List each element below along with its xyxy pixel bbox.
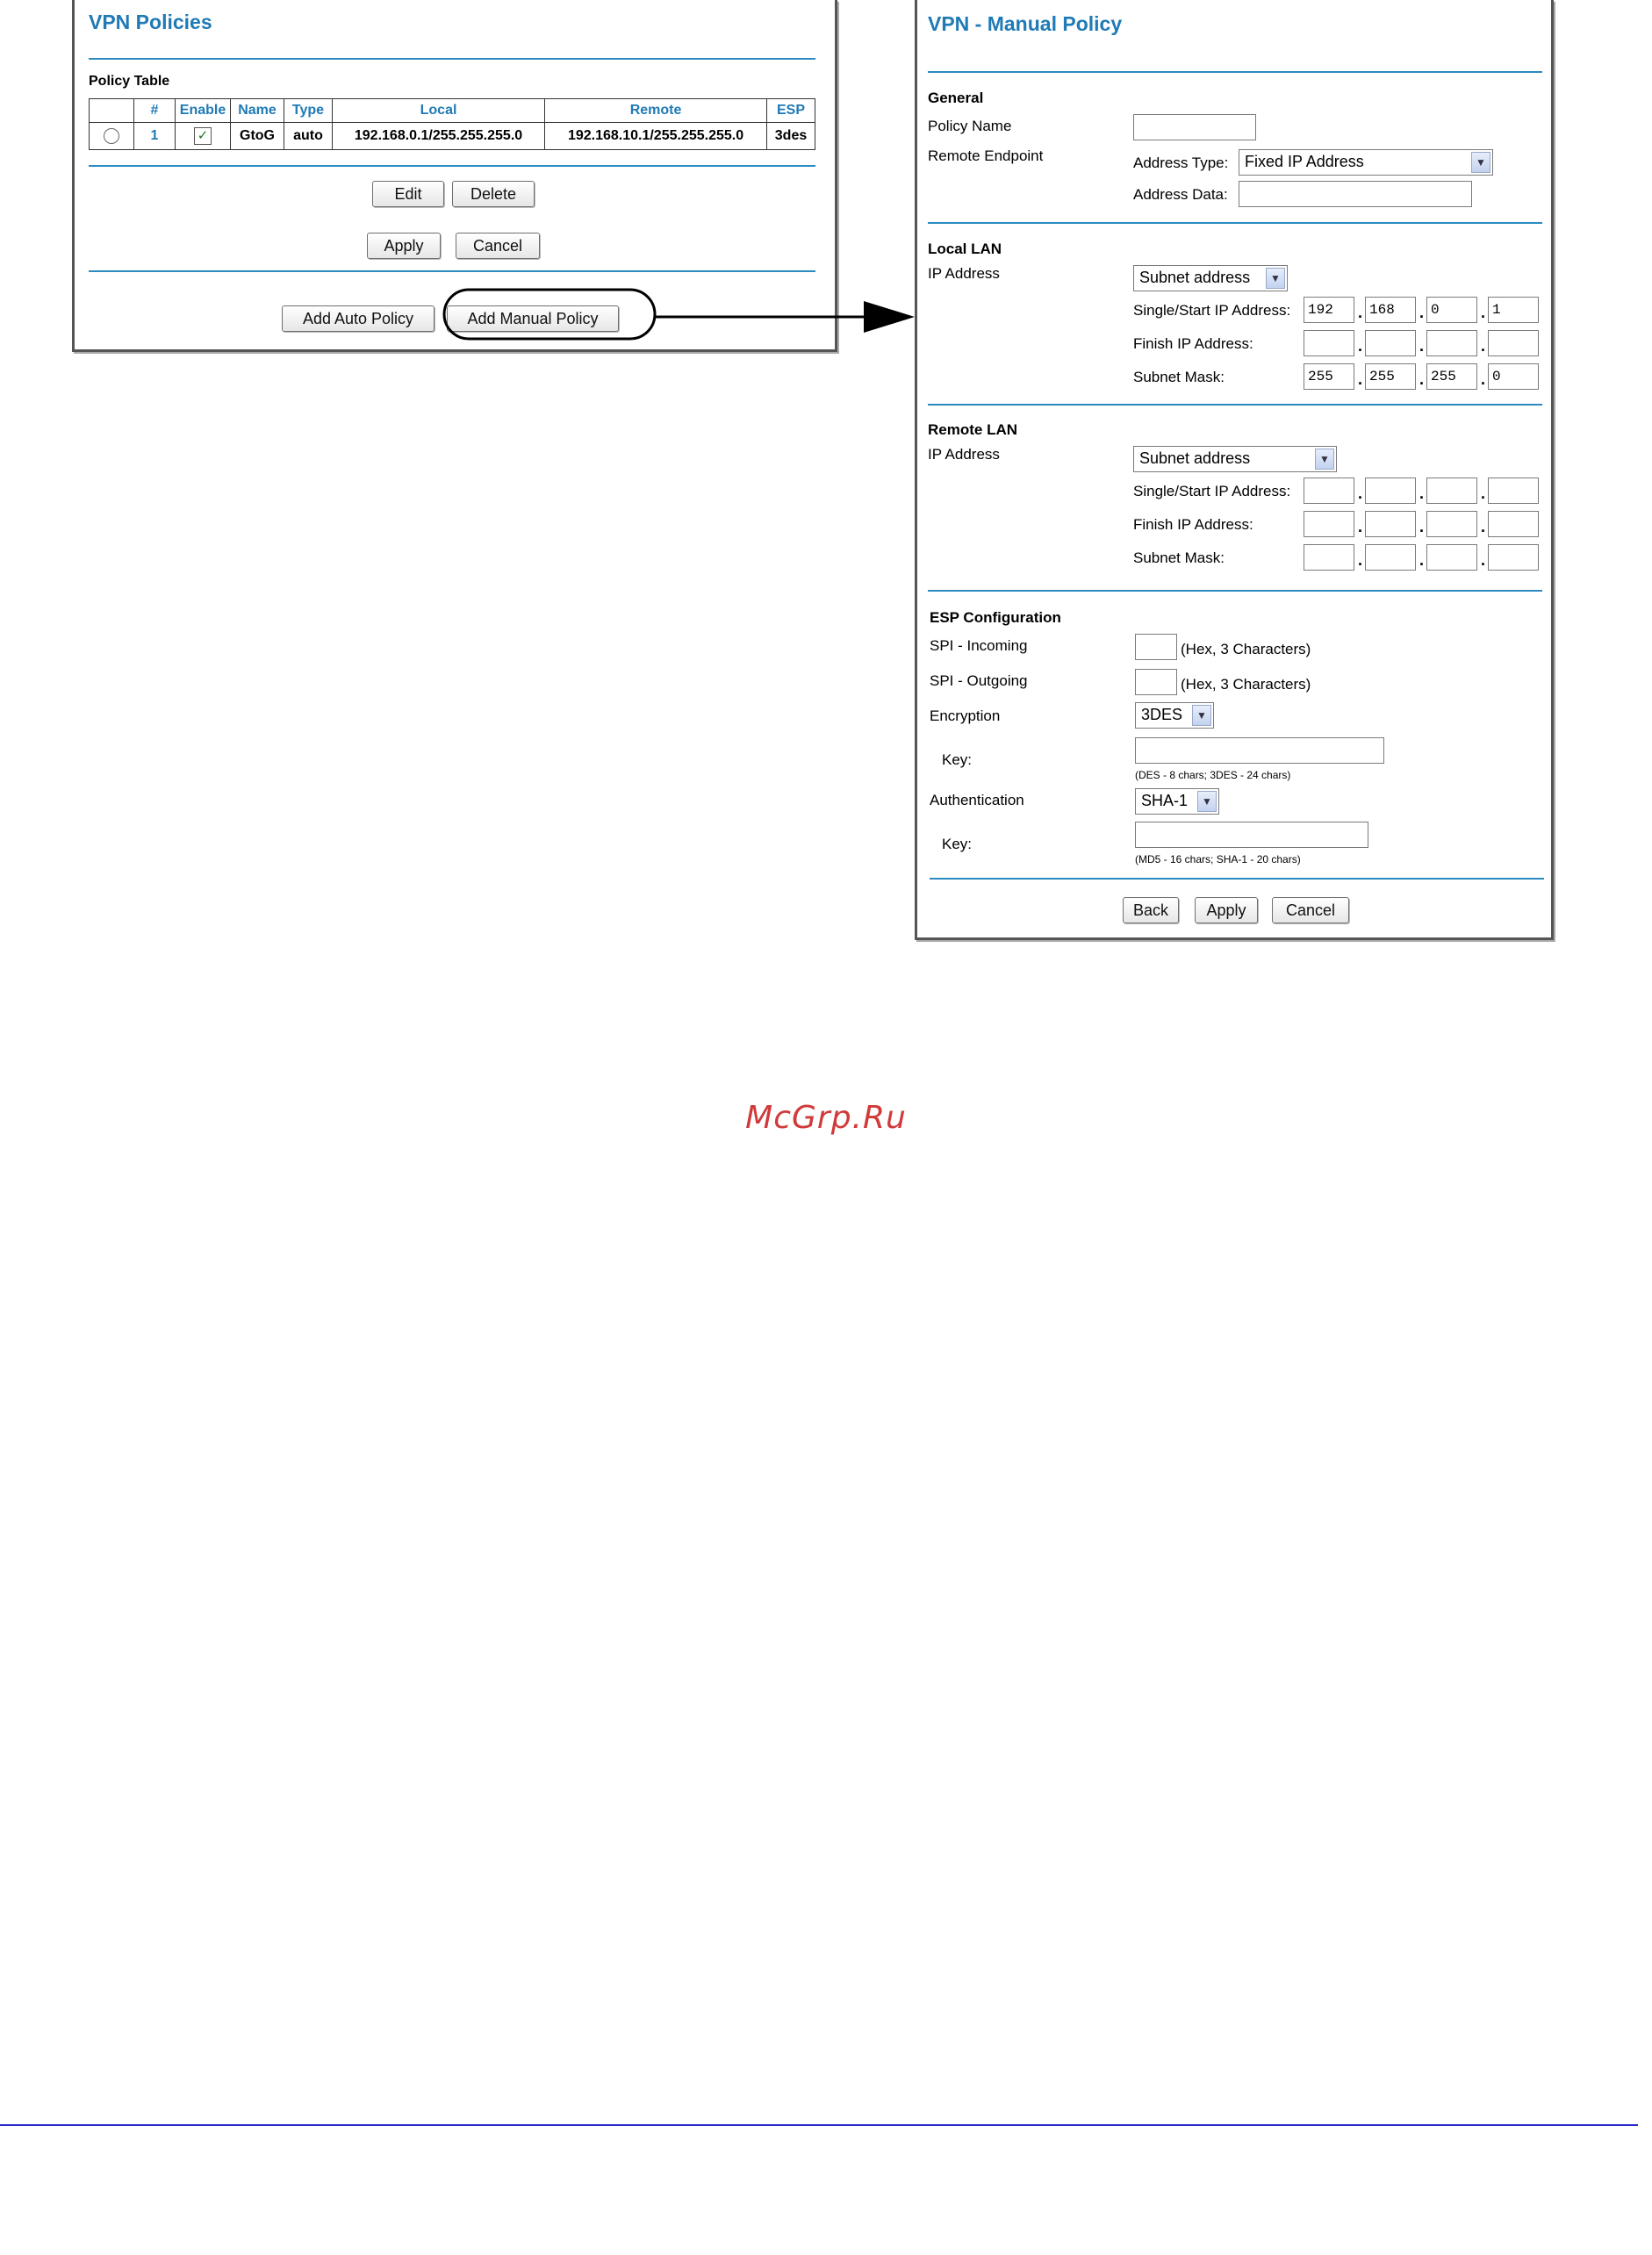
delete-button[interactable]: Delete [452,181,535,207]
spi-outgoing-input[interactable] [1135,669,1177,695]
octet-dot: . [1358,485,1363,502]
authentication-select[interactable] [1135,788,1219,815]
chevron-down-icon: ▼ [1315,449,1334,470]
policy-name-label: Policy Name [928,118,1012,134]
auth-key-label: Key: [942,836,973,852]
remote-lan-heading: Remote LAN [928,421,1018,438]
spi-incoming-input[interactable] [1135,634,1177,660]
local-start-octet-3[interactable]: 0 [1426,297,1477,323]
row-local: 192.168.0.1/255.255.255.0 [333,123,545,150]
general-heading: General [928,90,984,106]
col-esp: ESP [767,99,815,123]
remote-start-octet-4[interactable] [1488,478,1539,504]
address-data-label: Address Data: [1133,186,1228,203]
remote-finish-octet-4[interactable] [1488,511,1539,537]
octet-dot: . [1481,485,1486,502]
remote-mask-octet-2[interactable] [1365,544,1416,571]
spi-outgoing-hint: (Hex, 3 Characters) [1181,676,1311,693]
apply-button[interactable]: Apply [1195,897,1258,923]
local-start-octet-1[interactable]: 192 [1304,297,1354,323]
manual-policy-title: VPN - Manual Policy [928,12,1123,35]
local-ip-type-value: Subnet address [1139,269,1251,286]
row-esp: 3des [767,123,815,150]
local-start-octet-2[interactable]: 168 [1365,297,1416,323]
encryption-label: Encryption [930,707,1001,724]
divider [928,71,1542,73]
back-button[interactable]: Back [1123,897,1179,923]
chevron-down-icon: ▼ [1266,268,1285,289]
octet-dot: . [1419,370,1425,388]
enable-checkbox[interactable]: ✓ [194,127,212,145]
remote-mask-octet-1[interactable] [1304,544,1354,571]
col-type: Type [284,99,333,123]
address-data-input[interactable] [1239,181,1472,207]
encryption-key-hint: (DES - 8 chars; 3DES - 24 chars) [1135,769,1291,781]
remote-start-octet-3[interactable] [1426,478,1477,504]
col-enable: Enable [176,99,231,123]
policy-table-label: Policy Table [89,74,170,89]
col-local: Local [333,99,545,123]
col-remote: Remote [545,99,767,123]
octet-dot: . [1481,304,1486,321]
auth-key-hint: (MD5 - 16 chars; SHA-1 - 20 chars) [1135,853,1301,865]
divider [928,590,1542,592]
local-mask-octet-3[interactable]: 255 [1426,363,1477,390]
remote-ip-label: IP Address [928,446,1000,463]
authentication-value: SHA-1 [1141,792,1189,809]
edit-button[interactable]: Edit [372,181,444,207]
col-name: Name [231,99,284,123]
apply-button[interactable]: Apply [367,233,441,259]
chevron-down-icon: ▼ [1192,705,1211,726]
esp-heading: ESP Configuration [930,609,1061,626]
remote-start-octet-1[interactable] [1304,478,1354,504]
cancel-button[interactable]: Cancel [456,233,540,259]
add-auto-policy-button[interactable]: Add Auto Policy [282,305,435,332]
octet-dot: . [1481,337,1486,355]
local-finish-octet-2[interactable] [1365,330,1416,356]
remote-finish-octet-2[interactable] [1365,511,1416,537]
spi-incoming-label: SPI - Incoming [930,637,1028,654]
address-type-label: Address Type: [1133,154,1229,171]
local-finish-octet-3[interactable] [1426,330,1477,356]
local-lan-heading: Local LAN [928,241,1002,257]
octet-dot: . [1358,304,1363,321]
auth-key-input[interactable] [1135,822,1368,848]
octet-dot: . [1481,518,1486,535]
row-index: 1 [134,123,176,150]
octet-dot: . [1481,370,1486,388]
remote-mask-label: Subnet Mask: [1133,549,1225,566]
remote-finish-octet-1[interactable] [1304,511,1354,537]
octet-dot: . [1419,304,1425,321]
local-finish-octet-4[interactable] [1488,330,1539,356]
remote-start-ip-label: Single/Start IP Address: [1133,483,1291,499]
remote-finish-ip-label: Finish IP Address: [1133,516,1253,533]
local-mask-octet-2[interactable]: 255 [1365,363,1416,390]
octet-dot: . [1358,518,1363,535]
remote-endpoint-label: Remote Endpoint [928,147,1044,164]
chevron-down-icon: ▼ [1471,152,1490,173]
local-start-octet-4[interactable]: 1 [1488,297,1539,323]
octet-dot: . [1481,551,1486,569]
octet-dot: . [1358,370,1363,388]
local-mask-octet-4[interactable]: 0 [1488,363,1539,390]
octet-dot: . [1419,551,1425,569]
spi-incoming-hint: (Hex, 3 Characters) [1181,641,1311,657]
remote-start-octet-2[interactable] [1365,478,1416,504]
authentication-label: Authentication [930,792,1024,808]
octet-dot: . [1419,485,1425,502]
manual-policy-panel [915,0,1554,940]
local-ip-label: IP Address [928,265,1000,282]
octet-dot: . [1358,337,1363,355]
encryption-value: 3DES [1141,706,1183,723]
octet-dot: . [1358,551,1363,569]
remote-finish-octet-3[interactable] [1426,511,1477,537]
page-title: VPN Policies [89,11,212,33]
row-remote: 192.168.10.1/255.255.255.0 [545,123,767,150]
chevron-down-icon: ▼ [1197,791,1217,812]
add-manual-policy-button[interactable]: Add Manual Policy [447,305,619,332]
row-type: auto [284,123,333,150]
policy-name-input[interactable] [1133,114,1256,140]
local-finish-ip-label: Finish IP Address: [1133,335,1253,352]
local-start-ip-label: Single/Start IP Address: [1133,302,1291,319]
encryption-key-input[interactable] [1135,737,1384,764]
divider [928,222,1542,224]
local-finish-octet-1[interactable] [1304,330,1354,356]
encryption-key-label: Key: [942,751,973,768]
col-index: # [134,99,176,123]
divider [928,404,1542,406]
remote-ip-type-value: Subnet address [1139,449,1251,467]
local-mask-label: Subnet Mask: [1133,369,1225,385]
spi-outgoing-label: SPI - Outgoing [930,672,1028,689]
row-name: GtoG [231,123,284,150]
octet-dot: . [1419,337,1425,355]
local-ip-type-select[interactable] [1133,265,1288,291]
octet-dot: . [1419,518,1425,535]
encryption-select[interactable] [1135,702,1214,729]
local-mask-octet-1[interactable]: 255 [1304,363,1354,390]
watermark: McGrp.Ru [745,1100,907,1136]
remote-mask-octet-4[interactable] [1488,544,1539,571]
footer-rule [0,2124,1638,2126]
cancel-button[interactable]: Cancel [1272,897,1349,923]
remote-mask-octet-3[interactable] [1426,544,1477,571]
address-type-value: Fixed IP Address [1245,153,1364,170]
divider [930,878,1544,880]
address-type-select[interactable] [1239,149,1493,176]
remote-ip-type-select[interactable] [1133,446,1337,472]
